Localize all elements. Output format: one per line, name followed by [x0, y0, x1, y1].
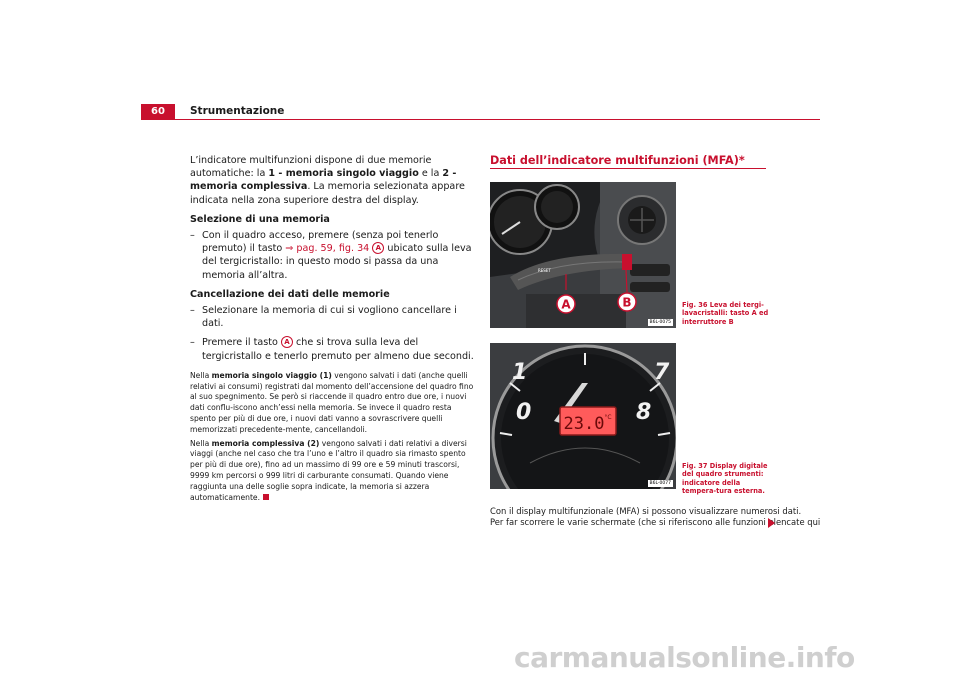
delete-step-2-text — [202, 336, 476, 362]
note-total-memory — [190, 439, 476, 504]
wiper-lever-illustration — [490, 182, 676, 328]
temperature-value: 23.0 — [563, 414, 605, 434]
key-a-icon: A — [281, 336, 293, 348]
intro-bold-2: 2 - memoria complessiva — [190, 168, 457, 193]
label-b: B — [622, 295, 632, 310]
right-column-text — [490, 506, 821, 528]
continue-arrow-icon — [768, 518, 775, 528]
dash: – — [190, 305, 195, 317]
end-square-icon — [263, 494, 269, 500]
gauge-number-0: 0 — [516, 400, 532, 425]
selection-step-a: Con il quadro acceso, premere (senza poi tenerlo premuto) il tasto — [202, 230, 439, 255]
delete-heading: Cancellazione dei dati delle memorie — [190, 288, 390, 300]
figure-temperature-display — [490, 343, 676, 489]
delete-step-2-b: che si trova sulla leva del tergicristallo e tenerlo premuto per almeno due secondi. — [202, 337, 474, 362]
page-number: 60 — [141, 104, 175, 119]
instrument-display-illustration — [490, 343, 676, 489]
section-title: Dati dell’indicatore multifunzioni (MFA)* — [490, 154, 745, 167]
watermark: carmanualsonline.info — [514, 641, 855, 674]
section-rule — [490, 168, 766, 169]
left-column — [190, 154, 476, 506]
mfa-text-1: Con il display multifunzionale (MFA) si possono visualizzare numerosi dati. — [490, 506, 802, 516]
note2-a: Nella — [190, 438, 212, 448]
running-head: Strumentazione — [190, 105, 285, 117]
note2-bold: memoria complessiva (2) — [211, 438, 320, 448]
key-a-icon: A — [372, 242, 384, 254]
dash: – — [190, 230, 195, 242]
note1-bold: memoria singolo viaggio (1) — [211, 370, 332, 380]
gauge-number-1: 1 — [512, 360, 528, 385]
selection-step — [190, 229, 476, 282]
delete-step-1-text: Selezionare la memoria di cui si vogliono cancellare i dati. — [202, 305, 457, 330]
selection-heading: Selezione di una memoria — [190, 213, 330, 225]
reset-label: RESET — [538, 268, 551, 273]
page-reference-link[interactable]: ⇒ pag. 59, fig. 34 — [285, 243, 370, 255]
intro-bold-1: 1 - memoria singolo viaggio — [268, 168, 419, 180]
delete-step-1 — [190, 304, 476, 330]
selection-step-b: ubicato sulla leva del tergicristallo: in questo modo si passa da una memoria all’altra. — [202, 243, 472, 281]
gauge-number-7: 7 — [654, 360, 670, 385]
intro-text-1: L’indicatore multifunzioni dispone di due memorie automatiche: la — [190, 155, 432, 180]
selection-step-text — [202, 229, 476, 282]
temperature-unit: °C — [604, 414, 612, 421]
figure-37-caption: Fig. 37 Display digitale del quadro strumenti: indicatore della tempera-tura esterna. — [682, 462, 768, 496]
note1-b: vengono salvati i dati (anche quelli relativi ai consumi) registrati dal momento dell’accensione del quadro fino al suo spegnimento. Se però si riaccende il quadro entro due ore, i nuovi dati conflu-iscono anch’essi nella memoria. Se invece il quadro resta spento per più di due ore, i nuovi dati vanno a sovrascrivere quelli memorizzati precedente-mente, cancellandoli. — [190, 370, 474, 434]
delete-step-2 — [190, 336, 476, 362]
header-rule — [141, 119, 820, 120]
note-trip-memory — [190, 371, 476, 436]
mfa-text-2: Per far scorrere le varie schermate (che si riferiscono alle funzioni elencate qui — [490, 517, 821, 528]
intro-text-3: . La memoria selezionata appare indicata nella zona superiore destra del display. — [190, 181, 465, 206]
note1-a: Nella — [190, 370, 212, 380]
delete-step-2-a: Premere il tasto — [202, 337, 278, 349]
figure-code: B6L-0077 — [649, 481, 671, 486]
gauge-number-8: 8 — [636, 400, 652, 425]
intro-text-2: e la — [418, 168, 443, 180]
label-a: A — [561, 297, 571, 312]
intro-paragraph — [190, 154, 476, 207]
figure-36-caption: Fig. 36 Leva dei tergi-lavacristalli: tasto A ed interruttore B — [682, 301, 769, 326]
notes — [190, 371, 476, 504]
note2-b: vengono salvati i dati relativi a diversi viaggi (anche nel caso che tra l’uno e l’altro il quadro sia rimasto spento per più di due ore), fino ad un massimo di 99 ore e 59 minuti trascorsi, 9999 km percorsi o 999 litri di carburante consumati. Quando viene raggiunta una delle soglie sopra indicate, la memoria si azzera automaticamente. — [190, 438, 467, 502]
dash: – — [190, 337, 195, 349]
figure-wiper-lever — [490, 182, 676, 328]
figure-code: B6L-0075 — [649, 320, 671, 325]
